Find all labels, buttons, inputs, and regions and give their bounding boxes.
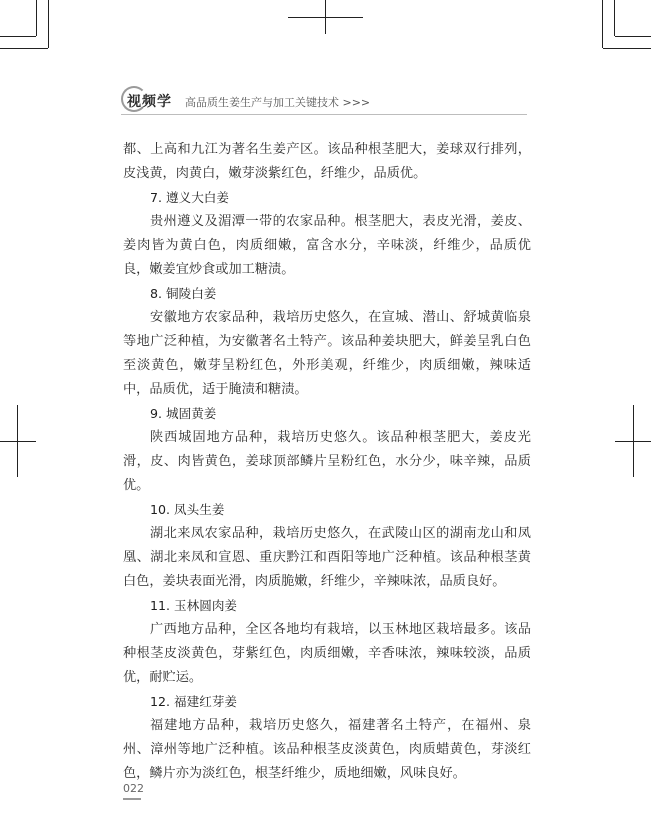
crop-mark — [615, 36, 651, 37]
crop-mark — [48, 0, 49, 48]
section-heading: 12. 福建红芽姜 — [150, 694, 238, 709]
section-paragraph: 陕西城固地方品种，栽培历史悠久。该品种根茎肥大，姜皮光滑，皮、肉皆黄色，姜球顶部鳞片呈粉红色，水分少，味辛辣，品质优。 — [123, 430, 531, 493]
section-paragraph: 湖北来凤农家品种，栽培历史悠久，在武陵山区的湖南龙山和凤凰、湖北来凤和宣恩、重庆黔江和酉阳等地广泛种植。该品种根茎黄白色，姜块表面光滑，肉质脆嫩，纤维少，辛辣味浓，品质良好。 — [123, 526, 531, 589]
crop-mark — [602, 0, 603, 48]
crop-mark — [614, 0, 615, 36]
section-heading: 9. 城固黄姜 — [150, 406, 217, 421]
crop-mark — [17, 405, 18, 477]
section-paragraph: 福建地方品种，栽培历史悠久，福建著名土特产，在福州、泉州、漳州等地广泛种植。该品种根茎皮淡黄色，肉质蜡黄色，芽淡红色，鳞片亦为淡红色，根茎纤维少，质地细嫩，风味良好。 — [123, 718, 531, 781]
section-heading: 8. 铜陵白姜 — [150, 286, 217, 301]
page-body — [123, 138, 531, 786]
crop-mark — [36, 0, 37, 36]
section-heading: 7. 遵义大白姜 — [150, 190, 229, 205]
crop-mark — [0, 441, 36, 442]
logo-text: 视频学 — [127, 94, 172, 110]
running-header — [121, 90, 531, 112]
header-divider — [121, 114, 527, 115]
crop-mark — [288, 17, 363, 18]
section-heading: 11. 玉林圆肉姜 — [150, 598, 238, 613]
section-paragraph: 安徽地方农家品种，栽培历史悠久，在宣城、潜山、舒城黄临泉等地广泛种植，为安徽著名土特产。该品种姜块肥大，鲜姜呈乳白色至淡黄色，嫩芽呈粉红色，外形美观，纤维少，肉质细嫩，辣味适中，品质优，适于腌渍和糖渍。 — [123, 310, 531, 397]
crop-mark — [603, 48, 651, 49]
crop-mark — [0, 36, 36, 37]
section-heading: 10. 凤头生姜 — [150, 502, 225, 517]
section-paragraph: 广西地方品种，全区各地均有栽培，以玉林地区栽培最多。该品种根茎皮淡黄色，芽紫红色，肉质细嫩，辛香味浓，辣味较淡，品质优，耐贮运。 — [123, 622, 531, 685]
page-number: 022 — [123, 782, 144, 795]
section-paragraph: 贵州遵义及湄潭一带的农家品种。根茎肥大，表皮光滑，姜皮、姜肉皆为黄白色，肉质细嫩，富含水分，辛味淡，纤维少，品质优良，嫩姜宜炒食或加工糖渍。 — [123, 214, 531, 277]
crop-mark — [0, 48, 48, 49]
video-learning-logo — [121, 86, 172, 112]
book-title: 高品质生姜生产与加工关键技术 >>> — [185, 96, 371, 109]
intro-paragraph: 都、上高和九江为著名生姜产区。该品种根茎肥大，姜球双行排列，皮浅黄，肉黄白，嫩芽淡紫红色，纤维少，品质优。 — [123, 142, 531, 181]
crop-mark — [633, 405, 634, 477]
page-number-underline — [123, 798, 141, 800]
